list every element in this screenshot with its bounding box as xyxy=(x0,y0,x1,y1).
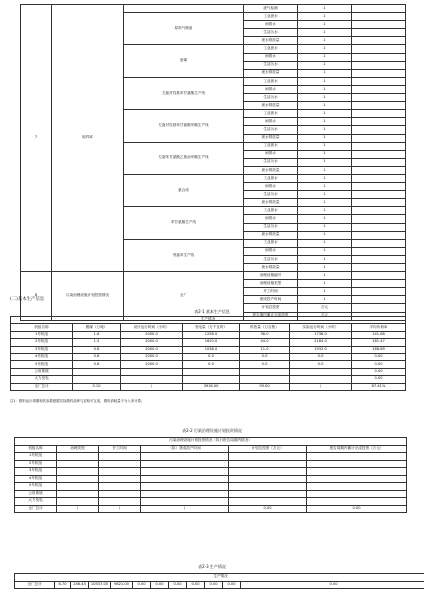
table-cell: 5号机组 xyxy=(11,361,73,368)
table-cell: 44.0 xyxy=(240,339,290,346)
table-cell: 3916.00 xyxy=(183,383,240,390)
table-cell xyxy=(229,490,307,498)
table-cell: 1932.0 xyxy=(290,346,352,353)
blank-cell xyxy=(352,280,406,288)
table-cell: 0.00 xyxy=(133,581,151,589)
table-cell xyxy=(290,368,352,375)
item-label: 工业废水 xyxy=(244,174,298,182)
item-value: 1 xyxy=(298,255,352,263)
table-cell xyxy=(99,453,141,461)
table-cell: 0.00 xyxy=(223,581,241,589)
item-value: 1 xyxy=(298,207,352,215)
item-label: 工业废水 xyxy=(244,207,298,215)
blank-cell xyxy=(352,150,406,158)
table-cell: 2000.0 xyxy=(121,339,183,346)
blank-cell xyxy=(352,183,406,191)
table-cell xyxy=(307,483,407,491)
table-cell xyxy=(307,490,407,498)
table-cell: 2000.0 xyxy=(121,353,183,360)
blank-cell xyxy=(352,199,406,207)
blank-cell xyxy=(352,53,406,61)
table-cell xyxy=(229,460,307,468)
table-cell: 4号机组 xyxy=(11,353,73,360)
table-cell: 1号机组 xyxy=(15,453,57,461)
table-row xyxy=(15,483,407,491)
item-value: 1 xyxy=(298,110,352,118)
row-index: 8 xyxy=(21,272,52,321)
table-cell: / xyxy=(121,383,183,390)
item-label: 治理设施类型 xyxy=(244,280,298,288)
table-cell: / xyxy=(141,505,229,513)
table-cell: 0.00 xyxy=(307,505,407,513)
table-cell: 2000.0 xyxy=(121,346,183,353)
blank-cell xyxy=(352,29,406,37)
table-cell: 大力发电 xyxy=(11,376,73,383)
blank-cell xyxy=(352,191,406,199)
group-label: 左旋对羟基苯甘氨酸生产线 xyxy=(124,77,244,109)
table2-caption: 表2-1 基本生产信息 xyxy=(194,309,230,314)
item-value: 1 xyxy=(298,142,352,150)
blank-cell xyxy=(352,102,406,110)
table-cell: 0.0 xyxy=(240,361,290,368)
blank-cell xyxy=(352,126,406,134)
table-cell: 0.00 xyxy=(352,361,406,368)
table-cell xyxy=(99,490,141,498)
item-value: 1 xyxy=(298,239,352,247)
table-cell: 0.0 xyxy=(290,361,352,368)
item-label: 生活污水 xyxy=(244,126,298,134)
item-value: 1 xyxy=(298,215,352,223)
table-cell: 1258.0 xyxy=(183,331,240,338)
table-cell xyxy=(141,490,229,498)
item-label: 雨排水 xyxy=(244,118,298,126)
blank-cell xyxy=(352,37,406,45)
item-value: 1 xyxy=(298,134,352,142)
table-cell: 公用系统 xyxy=(15,490,57,498)
item-value: 1 xyxy=(298,21,352,29)
table-cell xyxy=(229,453,307,461)
item-value: 1 xyxy=(298,61,352,69)
item-value: 1 xyxy=(298,45,352,53)
item-label: 废水排放量 xyxy=(244,199,298,207)
item-label: 雨排水 xyxy=(244,21,298,29)
blank-cell xyxy=(352,21,406,29)
item-label: 计划总投资 xyxy=(244,304,298,312)
item-label: 工业废水 xyxy=(244,77,298,85)
table-cell: 1号机组 xyxy=(11,331,73,338)
group-label: 备煤 xyxy=(124,45,244,77)
blank-cell xyxy=(352,288,406,296)
table-cell xyxy=(307,475,407,483)
group-label: 原料气制备 xyxy=(124,13,244,45)
table-cell: 5号机组 xyxy=(15,483,57,491)
item-label: 工业废水 xyxy=(244,110,298,118)
table-cell: 4号机组 xyxy=(15,475,57,483)
blank-cell xyxy=(352,166,406,174)
item-label: 报告期内累计完成投资 xyxy=(244,312,298,320)
table-cell xyxy=(121,376,183,383)
row-category: 污染治理设施计划投资情况 xyxy=(52,272,124,321)
table-row xyxy=(15,498,407,506)
table-cell: 全厂总计 xyxy=(15,581,55,589)
table-cell xyxy=(307,460,407,468)
table-cell: 0.00 xyxy=(241,581,424,589)
item-value: 1 xyxy=(298,69,352,77)
table-cell xyxy=(57,490,99,498)
table-cell: / xyxy=(57,505,99,513)
blank-cell xyxy=(352,223,406,231)
table-cell xyxy=(307,498,407,506)
blank-cell xyxy=(352,231,406,239)
production-table xyxy=(10,316,406,391)
production-summary-table xyxy=(14,573,424,589)
table-cell xyxy=(229,468,307,476)
item-value: 1 xyxy=(298,223,352,231)
blank-cell xyxy=(352,69,406,77)
item-label: 生活污水 xyxy=(244,61,298,69)
row-index: 7 xyxy=(21,5,52,272)
table-cell: 0.8 xyxy=(73,346,121,353)
table-cell xyxy=(307,453,407,461)
item-label: 生活污水 xyxy=(244,158,298,166)
item-value: 1 xyxy=(298,191,352,199)
table-cell: 2号机组 xyxy=(11,339,73,346)
table-cell xyxy=(57,475,99,483)
item-value: 1 xyxy=(298,158,352,166)
table-cell xyxy=(229,475,307,483)
table-cell xyxy=(229,498,307,506)
column-header: 开工时间 xyxy=(99,445,141,453)
blank-cell xyxy=(352,94,406,102)
item-label: 废水排放量 xyxy=(244,264,298,272)
item-value: 1 xyxy=(298,199,352,207)
table-row xyxy=(11,376,406,383)
item-label: 工业废水 xyxy=(244,239,298,247)
column-header: 机组名称 xyxy=(11,324,73,331)
column-header: 供热量（万吉焦） xyxy=(240,324,290,331)
table-cell xyxy=(73,368,121,375)
table-cell xyxy=(99,468,141,476)
item-label: 雨排水 xyxy=(244,215,298,223)
table-cell xyxy=(57,468,99,476)
item-label: 雨排水 xyxy=(244,183,298,191)
table-cell: 0.0 xyxy=(290,353,352,360)
item-value: 1 xyxy=(298,174,352,182)
table-row xyxy=(11,339,406,346)
table-cell: 2184.0 xyxy=(290,339,352,346)
table-cell: 9821.00 xyxy=(111,581,133,589)
item-value: 1 xyxy=(298,77,352,85)
item-value: 1 xyxy=(298,247,352,255)
item-label: 开工时间 xyxy=(244,288,298,296)
table-cell xyxy=(141,468,229,476)
blank-cell xyxy=(352,13,406,21)
monitoring-table xyxy=(20,4,406,321)
item-label: 废气检测 xyxy=(244,5,298,13)
table-row xyxy=(11,346,406,353)
item-value: 1 xyxy=(298,231,352,239)
table-row xyxy=(11,361,406,368)
item-value: 万元 xyxy=(298,304,352,312)
item-value: 1 xyxy=(298,264,352,272)
item-value: 1 xyxy=(298,102,352,110)
group-label: 邻氯苯生产线 xyxy=(124,239,244,271)
item-label: 雨排水 xyxy=(244,150,298,158)
blank-cell xyxy=(352,5,406,13)
blank-cell xyxy=(352,134,406,142)
table-row xyxy=(21,272,406,280)
blank-cell xyxy=(352,296,406,304)
table4-caption: 表2-3 生产情况 xyxy=(198,564,226,569)
blank-cell xyxy=(352,255,406,263)
item-label: 生活污水 xyxy=(244,94,298,102)
table-cell: 0.8 xyxy=(73,353,121,360)
table3-caption: 表2-2 污染治理设施计划投资情况 xyxy=(182,428,242,433)
column-header: 燃煤（万吨） xyxy=(73,324,121,331)
table-cell: 2000.0 xyxy=(121,361,183,368)
table-cell xyxy=(141,498,229,506)
table-cell xyxy=(99,460,141,468)
table-cell xyxy=(141,460,229,468)
item-label: 工业废水 xyxy=(244,142,298,150)
item-label: 废水排放量 xyxy=(244,37,298,45)
column-header: 实际运行时间（小时） xyxy=(290,324,352,331)
item-value: 1 xyxy=(298,166,352,174)
table-cell: 141.68 xyxy=(352,331,406,338)
item-label: 工业废水 xyxy=(244,13,298,21)
blank-cell xyxy=(352,45,406,53)
item-label: 治理设施编号 xyxy=(244,272,298,280)
blank-cell xyxy=(352,77,406,85)
table-cell: / xyxy=(99,505,141,513)
item-value: 1 xyxy=(298,13,352,21)
table-cell: 0.0 xyxy=(240,353,290,360)
blank-cell xyxy=(352,110,406,118)
table-cell: 0.00 xyxy=(187,581,205,589)
blank-cell xyxy=(352,247,406,255)
blank-cell xyxy=(352,85,406,93)
item-label: 雨排水 xyxy=(244,53,298,61)
blank-cell xyxy=(352,174,406,182)
table-cell: 246.43 xyxy=(71,581,89,589)
table-cell: 全厂总计 xyxy=(15,505,57,513)
table-cell xyxy=(229,483,307,491)
item-value: 1 xyxy=(298,37,352,45)
table-row xyxy=(11,368,406,375)
table-cell: 6.70 xyxy=(55,581,71,589)
blank-cell xyxy=(352,272,406,280)
table-cell xyxy=(57,483,99,491)
table-cell: 168.69 xyxy=(352,346,406,353)
item-label: 工业废水 xyxy=(244,45,298,53)
table-cell xyxy=(141,483,229,491)
table-cell xyxy=(183,376,240,383)
column-header: 机组名称 xyxy=(15,445,57,453)
column-header: （拟）建成投产时间 xyxy=(141,445,229,453)
item-value: 1 xyxy=(298,126,352,134)
table-cell: 1736.0 xyxy=(290,331,352,338)
table-cell: 1038.0 xyxy=(183,346,240,353)
blank-cell xyxy=(352,118,406,126)
item-label: 废水排放量 xyxy=(244,166,298,174)
group-label: 左旋对羟基苯甘氨酸甲酯生产线 xyxy=(124,110,244,142)
item-value: 1 xyxy=(298,150,352,158)
item-value: 1 xyxy=(298,183,352,191)
table-cell: 0.00 xyxy=(169,581,187,589)
table-cell: 0.0 xyxy=(183,353,240,360)
table-cell xyxy=(99,483,141,491)
table-cell: 36.0 xyxy=(240,331,290,338)
blank-cell xyxy=(352,215,406,223)
table-cell: 0.8 xyxy=(73,361,121,368)
item-value: 1 xyxy=(298,5,352,13)
table-cell: 11.0 xyxy=(240,346,290,353)
item-value: 1 xyxy=(298,85,352,93)
table-cell xyxy=(57,498,99,506)
table-cell: 0.00 xyxy=(352,368,406,375)
table-cell xyxy=(240,376,290,383)
table-cell: 1.8 xyxy=(73,331,121,338)
table-cell: 0.00 xyxy=(151,581,169,589)
item-label: 雨排水 xyxy=(244,247,298,255)
item-value: 万元 xyxy=(298,312,352,320)
row-category: 取样率 xyxy=(52,5,124,272)
table-cell: 2号机组 xyxy=(15,460,57,468)
item-label: 废水排放量 xyxy=(244,231,298,239)
group-header: 生产情况 xyxy=(11,317,406,324)
table-cell: 0.00 xyxy=(205,581,223,589)
item-label: 废水排放量 xyxy=(244,102,298,110)
table-cell: 93.00 xyxy=(240,383,290,390)
table-cell: 0.00 xyxy=(352,376,406,383)
item-label: 雨排水 xyxy=(244,85,298,93)
table-cell xyxy=(307,468,407,476)
table-cell xyxy=(73,376,121,383)
group-label: 苯甘氨酸生产线 xyxy=(124,207,244,239)
table-cell xyxy=(121,368,183,375)
investment-table xyxy=(14,437,407,513)
table-cell: 公用系统 xyxy=(11,368,73,375)
table-row xyxy=(15,490,407,498)
table-cell xyxy=(99,475,141,483)
blank-cell xyxy=(352,158,406,166)
item-label: 生活污水 xyxy=(244,255,298,263)
group-label: 氨合成 xyxy=(124,174,244,206)
table-cell: 2000.0 xyxy=(121,331,183,338)
table-cell xyxy=(57,460,99,468)
table-cell: 0.0 xyxy=(183,361,240,368)
item-label: 生活污水 xyxy=(244,29,298,37)
column-header: 设计运行时间（小时） xyxy=(121,324,183,331)
table-cell: 10537.00 xyxy=(89,581,111,589)
item-label: 生活污水 xyxy=(244,223,298,231)
table-cell xyxy=(99,498,141,506)
table-cell xyxy=(290,376,352,383)
table-cell: 全厂总计 xyxy=(11,383,73,390)
table-cell: 5.10 xyxy=(73,383,121,390)
item-value: 1 xyxy=(298,288,352,296)
group-label: 左旋苯甘氨酸乙基卤甲酯生产线 xyxy=(124,142,244,174)
table-row xyxy=(11,353,406,360)
column-header: 报告周期内累计完成投资（万元） xyxy=(307,445,407,453)
group-header: 污染治理设施计划投资情况（执行报告周期内情况） xyxy=(15,438,407,446)
table-row xyxy=(11,331,406,338)
table-row xyxy=(15,460,407,468)
table-row xyxy=(21,5,406,13)
table-cell xyxy=(57,453,99,461)
section-title: (二)基本生产信息 xyxy=(10,297,45,302)
item-value: 1 xyxy=(298,280,352,288)
column-header: 计划总投资（万元） xyxy=(229,445,307,453)
table-cell: 大力发电 xyxy=(15,498,57,506)
blank-cell xyxy=(352,264,406,272)
item-value: 1 xyxy=(298,53,352,61)
table-row xyxy=(15,468,407,476)
item-value: 1 xyxy=(298,29,352,37)
item-label: 废水排放量 xyxy=(244,69,298,77)
table-cell xyxy=(183,368,240,375)
item-label: 废水排放量 xyxy=(244,134,298,142)
table-cell: 161.47 xyxy=(352,339,406,346)
blank-cell xyxy=(352,207,406,215)
table-cell: 0.00 xyxy=(352,353,406,360)
group-label: 全厂 xyxy=(124,272,244,321)
blank-cell xyxy=(352,142,406,150)
table-row xyxy=(11,383,406,390)
item-value: 1 xyxy=(298,94,352,102)
table-cell: 3号机组 xyxy=(15,468,57,476)
table-cell: 67.41% xyxy=(352,383,406,390)
group-header: 生产情况 xyxy=(15,574,424,582)
group-label xyxy=(124,5,244,13)
item-label: 生活污水 xyxy=(244,191,298,199)
table-cell: 1620.0 xyxy=(183,339,240,346)
table-row xyxy=(15,453,407,461)
table-cell: 1.5 xyxy=(73,339,121,346)
item-value: 1 xyxy=(298,272,352,280)
column-header: 平均负荷率 xyxy=(352,324,406,331)
table-cell: 0.00 xyxy=(229,505,307,513)
item-value: 1 xyxy=(298,296,352,304)
column-header: 发电量（万千瓦时） xyxy=(183,324,240,331)
table-row xyxy=(15,505,407,513)
table-cell xyxy=(141,475,229,483)
table-cell: 3号机组 xyxy=(11,346,73,353)
item-value: 1 xyxy=(298,118,352,126)
table-cell: / xyxy=(290,383,352,390)
table-row xyxy=(15,475,407,483)
blank-cell xyxy=(352,239,406,247)
item-label: 建成投产时间 xyxy=(244,296,298,304)
blank-cell xyxy=(352,61,406,69)
table-cell xyxy=(240,368,290,375)
table2-note: 注1：燃料运行周期和其参数根据实际燃料品种与容积可互改，燃料消耗量不为入来计算。 xyxy=(10,399,145,403)
column-header: 治理类型 xyxy=(57,445,99,453)
table-cell xyxy=(141,453,229,461)
